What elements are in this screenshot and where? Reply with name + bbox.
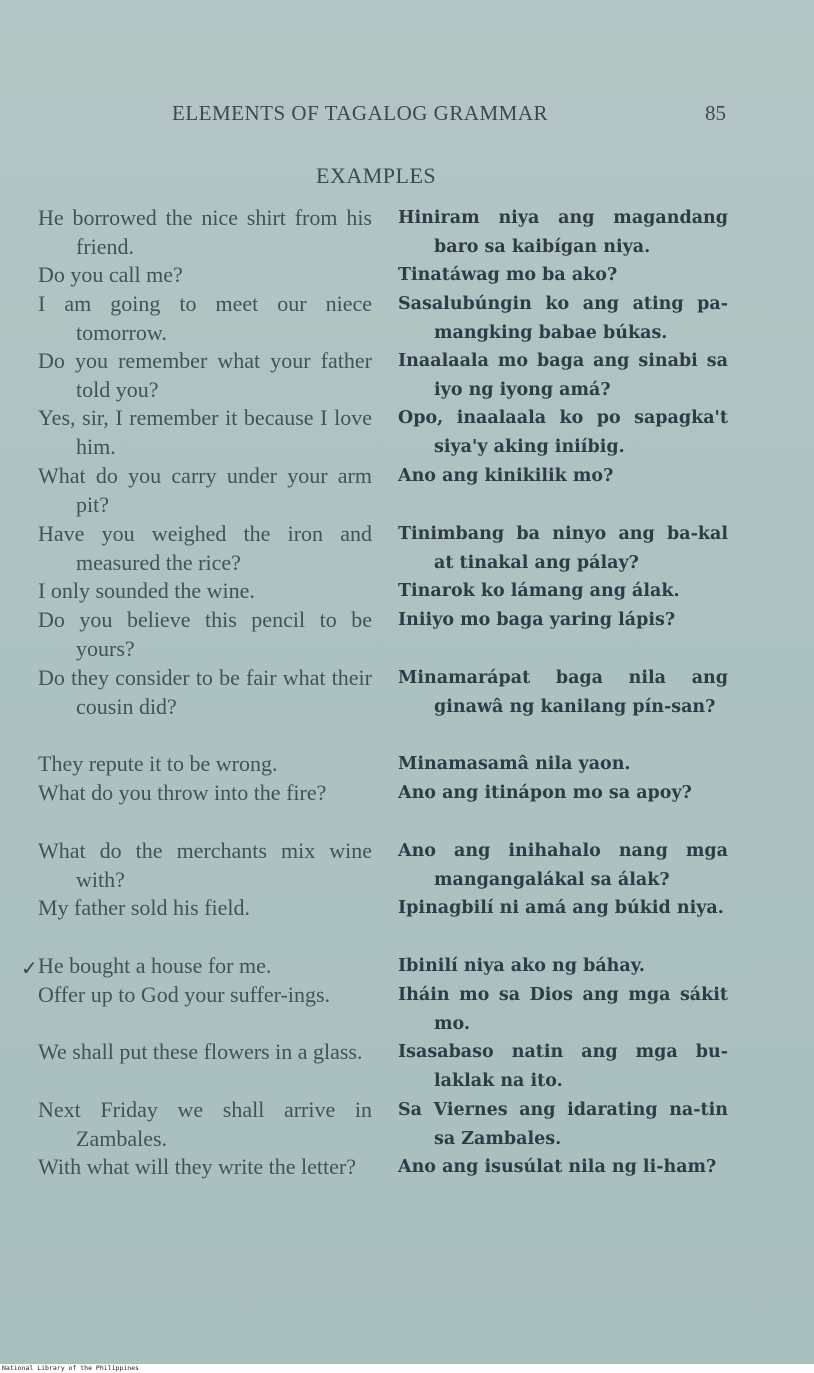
tagalog-sentence: Ano ang isusúlat nila ng li-ham?: [398, 1157, 717, 1177]
english-sentence: Have you weighed the iron and measured the rice?: [38, 521, 372, 575]
tagalog-sentence: Hiniram niya ang magandang baro sa kaibígan niya.: [398, 208, 728, 257]
english-sentence: They repute it to be wrong.: [38, 751, 278, 776]
check-mark-annotation: ✓: [21, 958, 38, 980]
english-sentence: Do you believe this pencil to be yours?: [38, 607, 372, 661]
english-sentence: What do the merchants mix wine with?: [38, 838, 372, 892]
tagalog-sentence: Inaalaala mo baga ang sinabi sa iyo ng iyong amá?: [398, 351, 728, 400]
english-sentence: He bought a house for me.: [38, 953, 272, 978]
tagalog-sentence: Sasalubúngin ko ang ating pa-mangking babae búkas.: [398, 294, 728, 343]
english-sentence: I only sounded the wine.: [38, 578, 255, 603]
tagalog-sentence: Minamasamâ nila yaon.: [398, 754, 631, 774]
english-sentence: My father sold his field.: [38, 895, 251, 920]
section-title: EXAMPLES: [316, 163, 437, 188]
tagalog-sentence: Ano ang inihahalo nang mga mangangalákal sa álak?: [398, 841, 728, 890]
tagalog-sentence: Minamarápat baga nila ang ginawâ ng kanilang pín-san?: [398, 668, 728, 717]
tagalog-sentence: Ibinilí niya ako ng báhay.: [398, 956, 645, 976]
english-sentence: Next Friday we shall arrive in Zambales.: [38, 1097, 372, 1151]
english-sentence: We shall put these flowers in a glass.: [38, 1039, 363, 1064]
tagalog-sentence: Tinimbang ba ninyo ang ba-kal at tinakal ang pálay?: [398, 524, 728, 573]
english-sentence: Do you call me?: [38, 262, 183, 287]
english-sentence: Do they consider to be fair what their cousin did?: [38, 665, 372, 719]
tagalog-sentence: Iniiyo mo baga yaring lápis?: [398, 610, 676, 630]
page-number: 85: [705, 101, 726, 125]
tagalog-sentence: Isasabaso natin ang mga bu-laklak na ito.: [398, 1042, 728, 1091]
tagalog-sentence: Ipinagbilí ni amá ang búkid niya.: [398, 898, 724, 918]
tagalog-sentence: Ano ang itinápon mo sa apoy?: [398, 783, 692, 803]
english-sentence: What do you carry under your arm pit?: [38, 463, 372, 517]
english-sentence: Offer up to God your suffer-ings.: [38, 982, 331, 1007]
english-sentence: I am going to meet our niece tomorrow.: [38, 291, 372, 345]
tagalog-sentence: Tinatáwag mo ba ako?: [398, 265, 618, 285]
english-sentence: Yes, sir, I remember it because I love him.: [38, 405, 372, 459]
english-sentence: What do you throw into the fire?: [38, 780, 327, 805]
tagalog-sentence: Tinarok ko lámang ang álak.: [398, 581, 680, 601]
english-sentence: He borrowed the nice shirt from his friend.: [38, 205, 372, 259]
english-sentence: Do you remember what your father told you?: [38, 348, 372, 402]
tagalog-sentence: Opo, inaalaala ko po sapagka't siya'y aking iniíbig.: [398, 408, 728, 457]
english-sentence: With what will they write the letter?: [38, 1154, 357, 1179]
tagalog-sentence: Sa Viernes ang idarating na-tin sa Zambales.: [398, 1100, 728, 1149]
running-head: ELEMENTS OF TAGALOG GRAMMAR: [172, 101, 549, 125]
tagalog-sentence: Ano ang kinikilik mo?: [398, 466, 614, 486]
tagalog-sentence: Iháin mo sa Dios ang mga sákit mo.: [398, 985, 728, 1034]
footer-credit: National Library of the Philippines: [2, 1364, 139, 1372]
